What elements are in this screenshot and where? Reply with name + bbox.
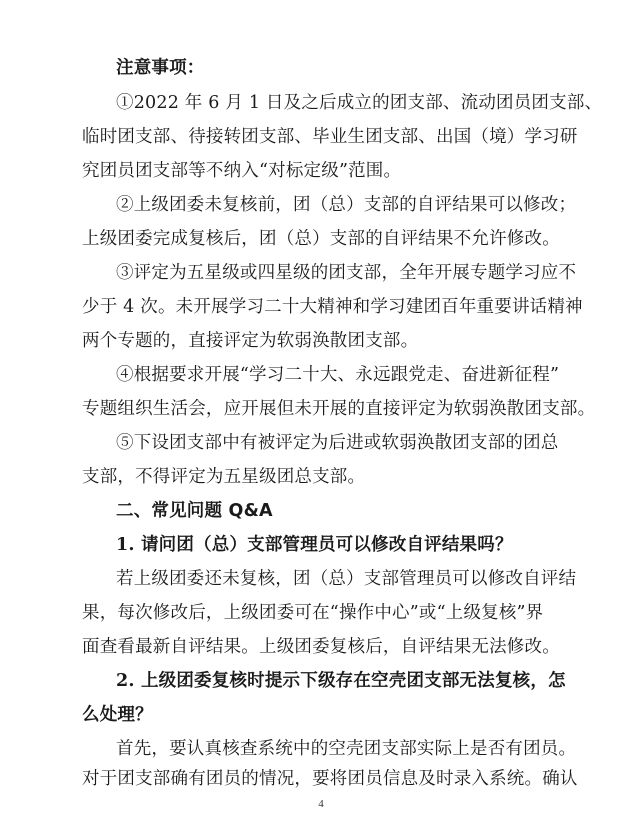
faq-answer-1-line-2: 果，每次修改后，上级团委可在“操作中心”或“上级复核”界 xyxy=(82,603,544,623)
faq-answer-1-line-3: 面查看最新自评结果。上级团委复核后，自评结果无法修改。 xyxy=(82,637,560,657)
faq-question-1: 1. 请问团（总）支部管理员可以修改自评结果吗？ xyxy=(116,535,513,555)
note-3-line-2: 少于 4 次。未开展学习二十大精神和学习建团百年重要讲话精神 xyxy=(82,297,583,317)
note-4-line-2: 专题组织生活会，应开展但未开展的直接评定为软弱涣散团支部。 xyxy=(82,399,596,419)
note-1-line-3: 究团员团支部等不纳入“对标定级”范围。 xyxy=(82,161,402,181)
faq-heading: 二、常见问题 Q&A xyxy=(116,501,273,521)
faq-answer-1-line-1: 若上级团委还未复核，团（总）支部管理员可以修改自评结 xyxy=(116,569,577,589)
note-5-line-2: 支部，不得评定为五星级团总支部。 xyxy=(82,467,366,487)
note-3-line-3: 两个专题的，直接评定为软弱涣散团支部。 xyxy=(82,331,419,351)
note-5-line-1: ⑤下设团支部中有被评定为后进或软弱涣散团支部的团总 xyxy=(116,433,559,453)
note-1-line-2: 临时团支部、待接转团支部、毕业生团支部、出国（境）学习研 xyxy=(82,127,578,147)
note-3-line-1: ③评定为五星级或四星级的团支部，全年开展专题学习应不 xyxy=(116,263,577,283)
faq-answer-2-line-1: 首先，要认真核查系统中的空壳团支部实际上是否有团员。 xyxy=(116,739,577,759)
faq-answer-2-line-2: 对于团支部确有团员的情况，要将团员信息及时录入系统。确认 xyxy=(82,769,578,789)
page-number: 4 xyxy=(318,798,324,810)
note-1-line-1: ①2022 年 6 月 1 日及之后成立的团支部、流动团员团支部、 xyxy=(116,93,603,113)
note-2-line-1: ②上级团委未复核前，团（总）支部的自评结果可以修改； xyxy=(116,195,577,215)
note-4-line-1: ④根据要求开展“学习二十大、永远跟党走、奋进新征程” xyxy=(116,365,560,385)
notes-heading: 注意事项： xyxy=(116,58,205,78)
note-2-line-2: 上级团委完成复核后，团（总）支部的自评结果不允许修改。 xyxy=(82,229,560,249)
faq-question-2-line-2: 么处理？ xyxy=(82,705,153,725)
faq-question-2-line-1: 2. 上级团委复核时提示下级存在空壳团支部无法复核，怎 xyxy=(116,671,566,691)
